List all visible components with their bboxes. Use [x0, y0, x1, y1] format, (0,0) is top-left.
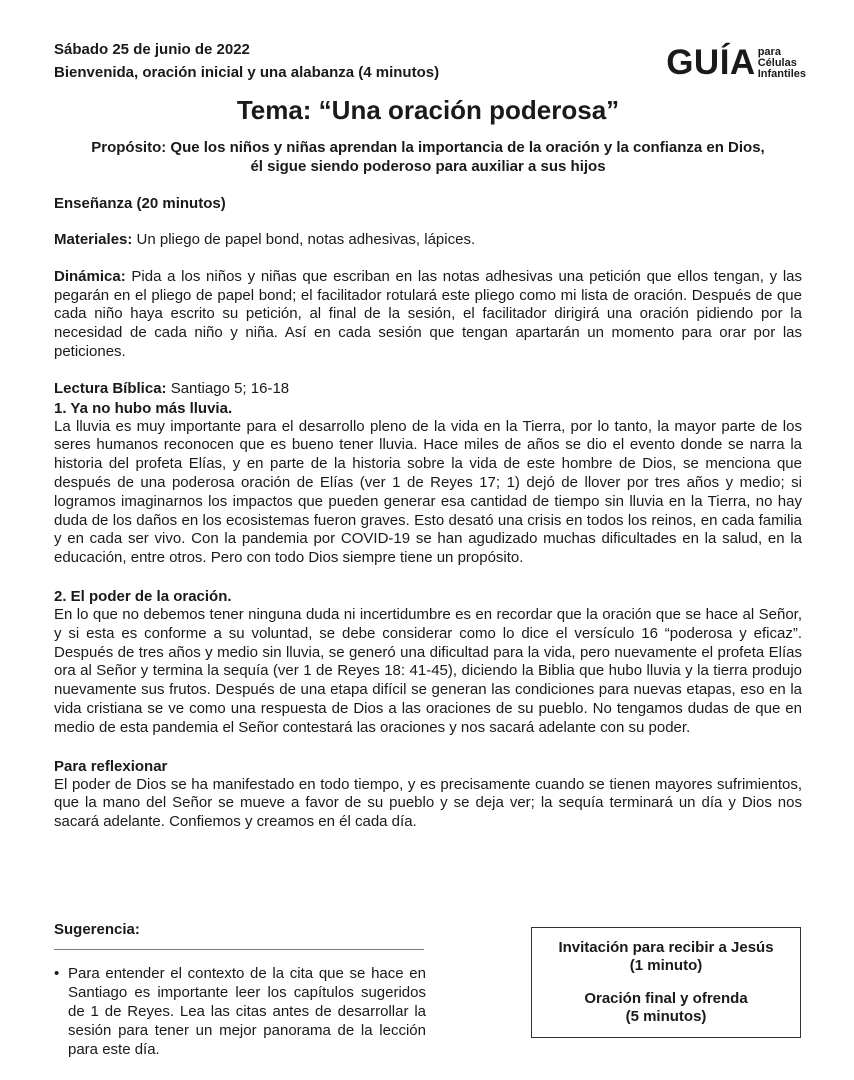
materials-text: Un pliego de papel bond, notas adhesivas, lápices.	[132, 231, 476, 248]
header-date: Sábado 25 de junio de 2022	[54, 41, 250, 58]
suggestion-divider	[54, 949, 424, 950]
section2-text: En lo que no debemos tener ninguna duda ni incertidumbre es en recordar que la oración que se hace al Señor, y si esta es conforme a su voluntad, se debe considerar como lo dice el versículo 16 “poderosa y eficaz”. Después de tres años y medio sin lluvia, se generó una dificultad para la vida, pero nuevamente el profeta Elías ora al Señor y termina la sequía (ver 1 de Reyes 18: 41-45), diciendo la Biblia que hubo lluvia y la tierra produjo nuevamente sus frutos. Después de una etapa difícil se generan las condiciones para nuevas etapas, eso en la vida cristiana se ve como una respuesta de Dios a las oraciones de su pueblo. No tengamos dudas de que en medio de esta pandemia el Señor contestará las oraciones y nos sacará adelante con su poder.	[54, 605, 802, 736]
dynamic-label: Dinámica:	[54, 267, 126, 285]
page-title: Tema: “Una oración poderosa”	[236, 95, 620, 125]
purpose-line-2: él sigue siendo poderoso para auxiliar a sus hijos	[250, 158, 606, 175]
bullet-icon: •	[54, 965, 60, 982]
purpose	[48, 138, 808, 176]
box-line-3: Oración final y ofrenda	[584, 990, 748, 1007]
section1-text: La lluvia es muy importante para el desarrollo pleno de la vida en la Tierra, por lo tanto, la mayor parte de los seres humanos reconocen que es bueno tener lluvia. Hace miles de años se dio el evento donde se narra la historia del profeta Elías, y en parte de la historia sobre la vida de este hombre de Dios, se menciona que después de una poderosa oración de Elías (ver 1 de Reyes 17; 1) dejó de llover por tres años y medio; si logramos imaginarnos los impactos que pueden generar esa cantidad de tiempo sin lluvia en la Tierra, no hay duda de los daños en los ecosistemas fueron graves. Esto desató una crisis en todos los reinos, en cada familia y en cada ser vivo. Con la pandemia por COVID-19 se han agudizado muchas dificultades en la salud, en la educación, entre otros. Pero con todo Dios siempre tiene un propósito.	[54, 417, 802, 567]
materials-label: Materiales:	[54, 231, 133, 248]
box-line-2: (1 minuto)	[629, 957, 703, 974]
document-body	[54, 38, 802, 832]
reading-line	[54, 380, 802, 399]
reflect-heading: Para reflexionar	[54, 757, 168, 775]
box-line-4: (5 minutos)	[625, 1008, 707, 1025]
logo-word: GUÍA	[666, 43, 756, 82]
suggestion-item	[54, 964, 426, 1059]
purpose-line-1: Propósito: Que los niños y niñas aprendan la importancia de la oración y la confianza en Dios,	[91, 139, 765, 156]
dynamic-text: Pida a los niños y niñas que escriban en las notas adhesivas una petición que ellos tengan, y las pegarán en el pliego de papel bond; el facilitador rotulará este pliego como mi lista de oración. Después de que cada niño haya escrito su petición, al final de la sesión, el facilitador dirigirá una oración pidiendo por la necesidad de cada niño y niña. Así en cada sesión que tengan apartarán un momento para orar por las peticiones.	[54, 267, 802, 360]
logo-line-3: Infantiles	[757, 68, 806, 80]
reflect-text: El poder de Dios se ha manifestado en todo tiempo, y es precisamente cuando se tienen mayores sufrimientos, que la mano del Señor se mueve a favor de su pueblo y se deja ver; la sequía terminará un día y Dios nos sacará adelante. Confiemos y creamos en él cada día.	[54, 775, 802, 831]
section2-heading: 2. El poder de la oración.	[54, 587, 232, 605]
logo-line-2: Células	[757, 57, 797, 69]
header-welcome: Bienvenida, oración inicial y una alabanza (4 minutos)	[54, 64, 440, 81]
reading-text: Santiago 5; 16-18	[166, 379, 290, 397]
logo-line-1: para	[757, 46, 781, 58]
dynamic-paragraph	[54, 268, 802, 362]
teaching-heading: Enseñanza (20 minutos)	[54, 195, 226, 212]
closing-box	[531, 927, 801, 1038]
reading-label: Lectura Bíblica:	[54, 379, 167, 397]
suggestion-heading: Sugerencia:	[54, 921, 140, 938]
section1-heading: 1. Ya no hubo más lluvia.	[54, 399, 233, 417]
suggestion-section	[54, 920, 426, 1059]
materials-paragraph	[54, 231, 802, 250]
suggestion-text: Para entender el contexto de la cita que se hace en Santiago es importante leer los capítulos sugeridos de 1 de Reyes. Lea las citas antes de desarrollar la sesión para tener un mejor panorama de la lección para este día.	[68, 965, 426, 1058]
box-line-1: Invitación para recibir a Jesús	[558, 939, 774, 956]
